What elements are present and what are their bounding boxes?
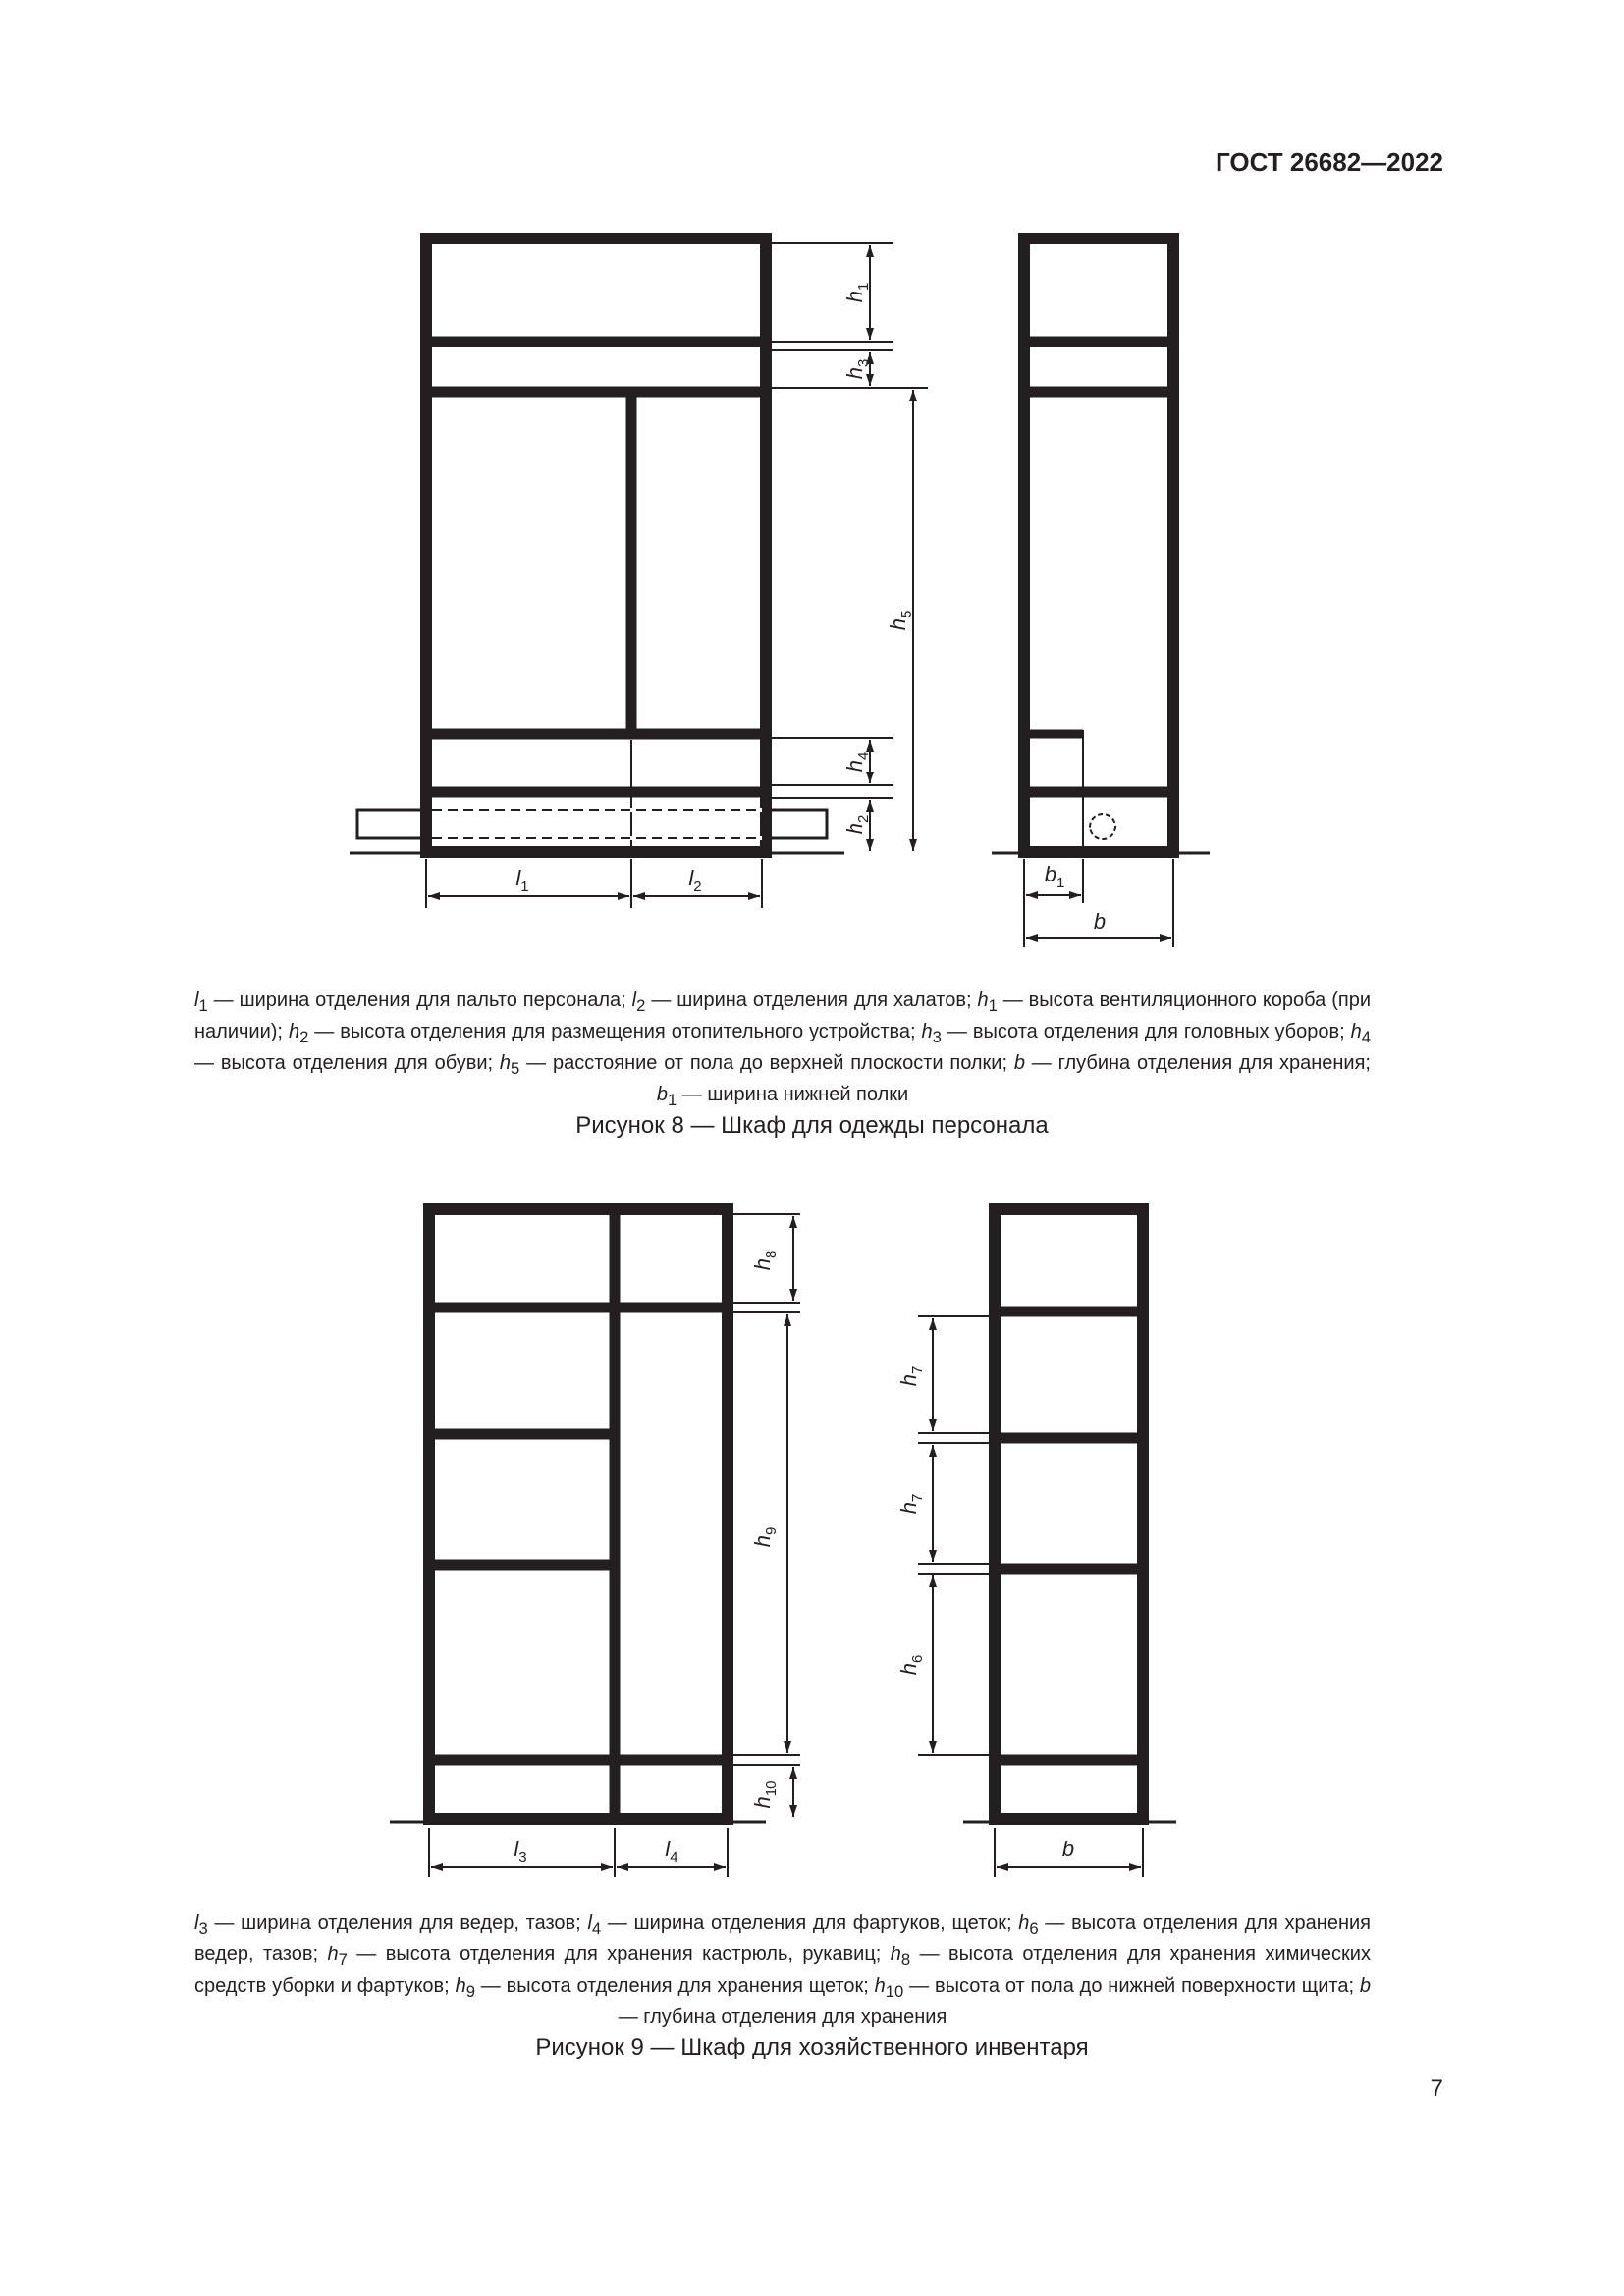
figure-8-caption: Рисунок 8 — Шкаф для одежды персонала	[575, 1112, 1049, 1139]
legend-subscript: 2	[636, 996, 646, 1015]
label-h2: $h_2$	[842, 814, 872, 835]
legend-entry	[327, 1944, 891, 1969]
legend-text: — расстояние от пола до верхней плоскости полки;	[519, 1052, 1014, 1074]
legend-symbol: l	[587, 1912, 592, 1934]
legend-symbol: b	[1359, 1975, 1371, 1997]
legend-symbol: b	[656, 1084, 668, 1105]
label-h7-upper: $h_7$	[896, 1365, 926, 1387]
legend-subscript: 8	[900, 1950, 911, 1969]
legend-subscript: 4	[591, 1919, 602, 1938]
label-h1: $h_1$	[842, 282, 872, 303]
figure-8-drawing	[0, 0, 1624, 962]
legend-symbol: h	[499, 1052, 512, 1074]
document-number: ГОСТ 26682—2022	[1216, 147, 1443, 177]
label-h7-lower: $h_7$	[896, 1493, 926, 1515]
legend-subscript: 9	[465, 1982, 475, 2001]
label-l4: $l_4$	[665, 1837, 678, 1866]
label-h3: $h_3$	[842, 358, 872, 380]
label-h8: $h_8$	[750, 1250, 780, 1271]
legend-text: — ширина отделения для пальто персонала;	[207, 989, 632, 1011]
legend-subscript: 1	[988, 996, 998, 1015]
legend-entry	[921, 1021, 1351, 1046]
legend-entry	[874, 1975, 1360, 2001]
legend-symbol: h	[874, 1975, 886, 1997]
legend-subscript: 1	[198, 996, 208, 1015]
legend-subscript: 7	[338, 1950, 348, 1969]
cabinet-side-dimension-lines	[918, 1316, 1143, 1877]
legend-entry	[455, 1975, 875, 2001]
cabinet-side-view	[963, 1209, 1176, 1822]
legend-symbol: h	[288, 1021, 300, 1042]
label-l3: $l_3$	[514, 1837, 527, 1866]
legend-subscript: 2	[299, 1028, 309, 1046]
figure-9-caption: Рисунок 9 — Шкаф для хозяйственного инвентаря	[535, 2034, 1089, 2060]
legend-text: — высота отделения для хранения ведер, тазов;	[194, 1912, 1372, 1965]
front-dimension-labels	[515, 283, 915, 895]
label-b-cabinet: b	[1061, 1837, 1075, 1861]
label-l2: $l_2$	[688, 866, 702, 895]
label-b1: $b_1$	[1044, 862, 1065, 891]
legend-entry	[1014, 1052, 1371, 1074]
legend-text: — высота отделения для хранения кастрюль, рукавиц;	[347, 1944, 891, 1965]
legend-symbol: h	[327, 1944, 339, 1965]
legend-symbol: h	[977, 989, 989, 1011]
legend-entry	[656, 1084, 909, 1109]
label-b: b	[1093, 909, 1107, 934]
figure-9-drawing	[0, 1178, 1624, 1865]
legend-symbol: l	[194, 1912, 199, 1934]
legend-subscript: 3	[932, 1028, 942, 1046]
legend-entry	[499, 1052, 1014, 1078]
legend-subscript: 6	[1029, 1919, 1039, 1938]
legend-text: — высота от пола до нижней поверхности щита;	[903, 1975, 1360, 1997]
legend-text: — высота отделения для хранения щеток;	[474, 1975, 875, 1997]
legend-text: — ширина отделения для фартуков, щеток;	[601, 1912, 1019, 1934]
legend-text: — высота отделения для обуви;	[194, 1052, 500, 1074]
wardrobe-side-view	[992, 239, 1210, 853]
label-h9: $h_9$	[750, 1526, 780, 1548]
wardrobe-front-view	[350, 239, 844, 853]
legend-entry	[587, 1912, 1019, 1938]
legend-text: — глубина отделения для хранения	[618, 2006, 947, 2028]
cabinet-front-view	[390, 1209, 766, 1822]
label-h4: $h_4$	[842, 751, 872, 773]
legend-text: — высота отделения для размещения отопительного устройства;	[308, 1021, 922, 1042]
legend-symbol: l	[194, 989, 199, 1011]
heater-pipe-dashed-circle	[1090, 814, 1115, 839]
side-dimension-labels	[1045, 862, 1106, 934]
legend-subscript: 5	[511, 1059, 520, 1078]
label-l1: $l_1$	[515, 866, 529, 895]
legend-symbol: h	[455, 1975, 466, 1997]
legend-symbol: h	[921, 1021, 933, 1042]
legend-text: — глубина отделения для хранения;	[1024, 1052, 1371, 1074]
legend-entry	[194, 1912, 588, 1938]
legend-subscript: 3	[198, 1919, 208, 1938]
legend-symbol: b	[1013, 1052, 1025, 1074]
legend-symbol: h	[1350, 1021, 1362, 1042]
legend-text: — ширина отделения для ведер, тазов;	[207, 1912, 588, 1934]
label-h6: $h_6$	[896, 1654, 926, 1676]
label-h5: $h_5$	[886, 610, 915, 631]
legend-text: — ширина отделения для халатов;	[645, 989, 978, 1011]
legend-entry	[631, 989, 978, 1015]
legend-subscript: 10	[885, 1982, 904, 2001]
label-h10: $h_{10}$	[750, 1780, 780, 1809]
cabinet-front-dimension-labels	[514, 1251, 780, 1866]
legend-text: — высота вентиляционного короба (при наличии);	[194, 989, 1372, 1042]
figure-9-legend	[194, 1910, 1371, 2031]
legend-symbol: h	[890, 1944, 901, 1965]
legend-symbol: l	[631, 989, 637, 1011]
legend-subscript: 1	[667, 1091, 677, 1109]
legend-text: — высота отделения для хранения химических средств уборки и фартуков;	[194, 1944, 1371, 1997]
legend-symbol: h	[1018, 1912, 1030, 1934]
legend-text: — ширина нижней полки	[677, 1084, 909, 1105]
legend-text: — высота отделения для головных уборов;	[941, 1021, 1351, 1042]
page-number: 7	[1430, 2075, 1443, 2102]
legend-entry	[194, 989, 632, 1015]
legend-entry	[288, 1021, 922, 1046]
legend-subscript: 4	[1361, 1028, 1372, 1046]
figure-8-legend	[194, 988, 1371, 1113]
